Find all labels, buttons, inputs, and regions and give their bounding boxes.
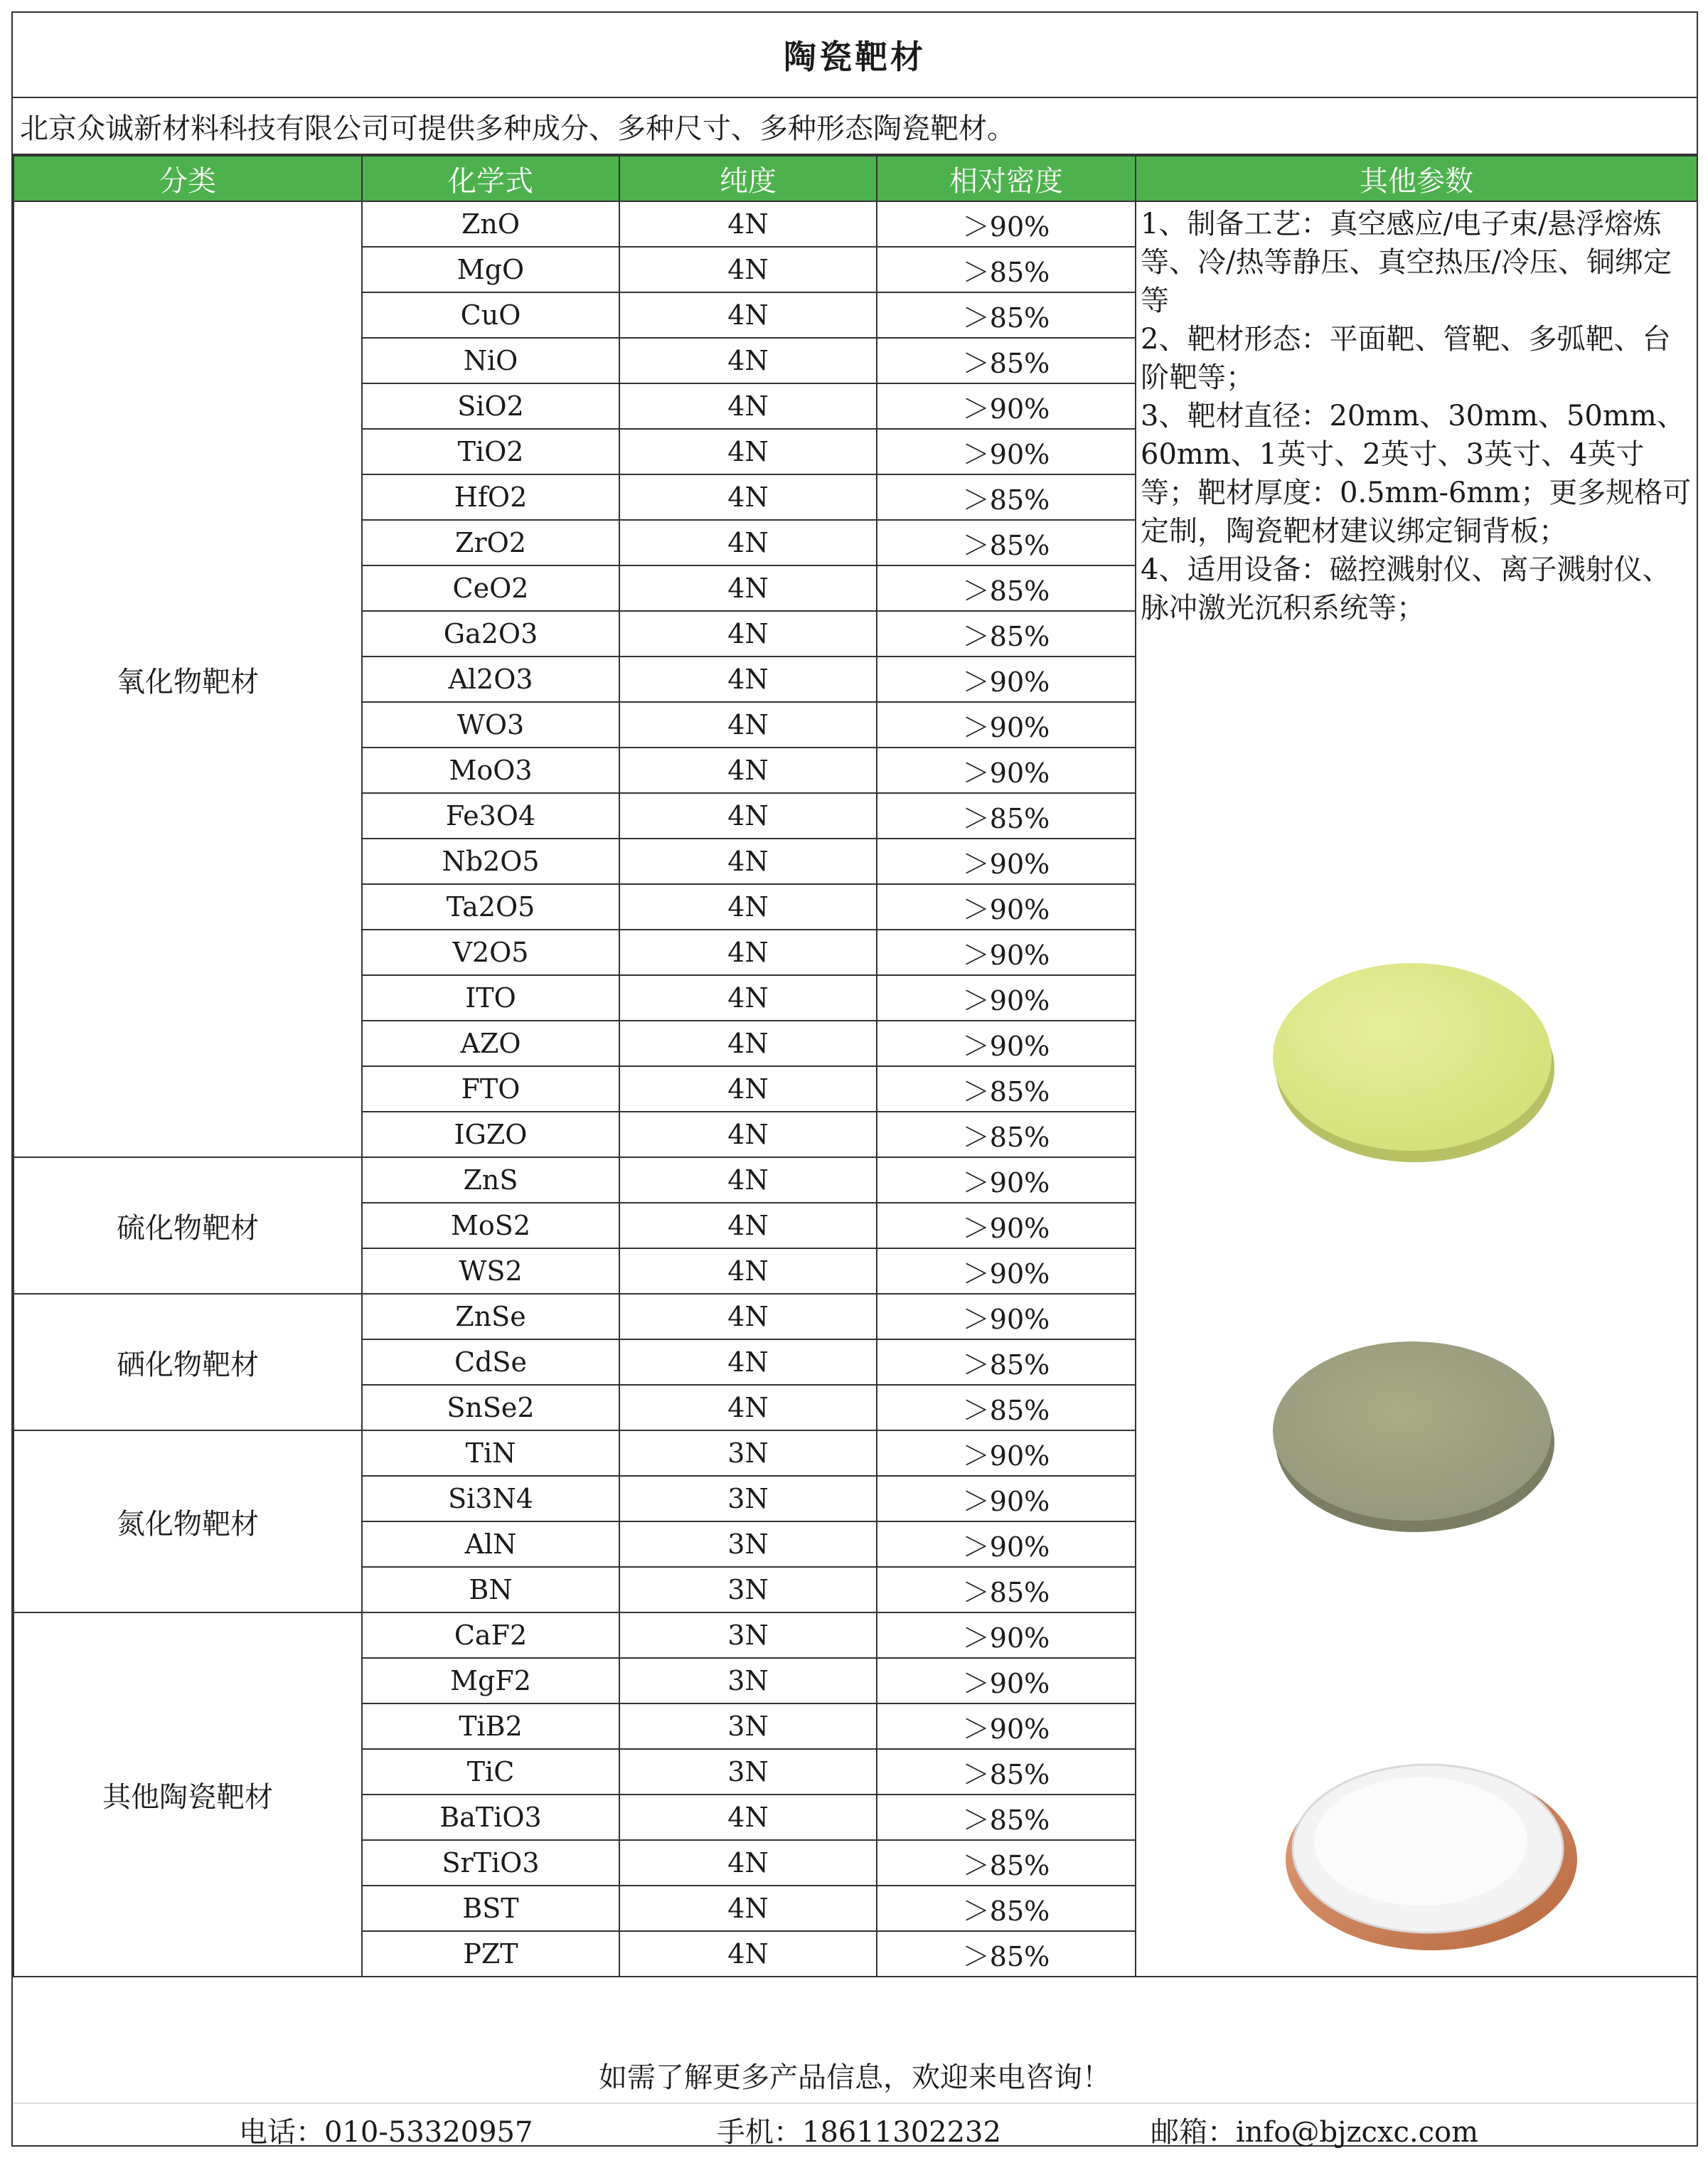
density-cell: ＞90%	[877, 975, 1136, 1021]
density-cell: ＞90%	[877, 1248, 1136, 1294]
footer-message: 如需了解更多产品信息，欢迎来电咨询！	[13, 2047, 1697, 2104]
density-cell: ＞90%	[877, 748, 1136, 793]
density-cell: ＞85%	[877, 292, 1136, 338]
category-cell: 硒化物靶材	[14, 1294, 362, 1430]
formula-cell: SnSe2	[362, 1385, 619, 1430]
density-cell: ＞90%	[877, 1521, 1136, 1567]
purity-cell: 4N	[619, 1112, 877, 1157]
purity-cell: 4N	[619, 1931, 877, 1977]
category-cell: 氮化物靶材	[14, 1430, 362, 1612]
formula-cell: CeO2	[362, 565, 619, 611]
purity-cell: 4N	[619, 201, 877, 247]
formula-cell: MgO	[362, 247, 619, 292]
table-row	[14, 201, 1697, 247]
header-purity: 纯度	[619, 156, 877, 201]
purity-cell: 4N	[619, 839, 877, 884]
page-title: 陶瓷靶材	[13, 13, 1697, 98]
purity-cell: 4N	[619, 884, 877, 930]
purity-cell: 4N	[619, 657, 877, 702]
formula-cell: AlN	[362, 1521, 619, 1567]
density-cell: ＞85%	[877, 793, 1136, 839]
product-table	[13, 155, 1698, 1977]
density-cell: ＞85%	[877, 1066, 1136, 1112]
formula-cell: MoS2	[362, 1203, 619, 1248]
purity-cell: 4N	[619, 1795, 877, 1840]
density-cell: ＞85%	[877, 1931, 1136, 1977]
density-cell: ＞90%	[877, 1476, 1136, 1521]
purity-cell: 4N	[619, 429, 877, 474]
header-category: 分类	[14, 156, 362, 201]
purity-cell: 4N	[619, 975, 877, 1021]
formula-cell: WS2	[362, 1248, 619, 1294]
formula-cell: TiO2	[362, 429, 619, 474]
density-cell: ＞90%	[877, 1157, 1136, 1203]
density-cell: ＞85%	[877, 474, 1136, 520]
header-params: 其他参数	[1136, 156, 1697, 201]
formula-cell: NiO	[362, 338, 619, 383]
density-cell: ＞90%	[877, 839, 1136, 884]
purity-cell: 4N	[619, 1294, 877, 1339]
params-cell	[1136, 201, 1697, 1977]
formula-cell: TiC	[362, 1749, 619, 1795]
purity-cell: 4N	[619, 1066, 877, 1112]
purity-cell: 4N	[619, 611, 877, 657]
purity-cell: 3N	[619, 1658, 877, 1703]
header-formula: 化学式	[362, 156, 619, 201]
category-cell: 硫化物靶材	[14, 1157, 362, 1294]
density-cell: ＞85%	[877, 1749, 1136, 1795]
purity-cell: 4N	[619, 1886, 877, 1931]
purity-cell: 3N	[619, 1476, 877, 1521]
density-cell: ＞85%	[877, 611, 1136, 657]
formula-cell: Nb2O5	[362, 839, 619, 884]
purity-cell: 3N	[619, 1612, 877, 1658]
formula-cell: ITO	[362, 975, 619, 1021]
density-cell: ＞85%	[877, 1567, 1136, 1612]
bonded-target-image	[1279, 1745, 1584, 1959]
density-cell: ＞90%	[877, 201, 1136, 247]
purity-cell: 4N	[619, 292, 877, 338]
formula-cell: AZO	[362, 1021, 619, 1066]
formula-cell: MoO3	[362, 748, 619, 793]
formula-cell: CdSe	[362, 1339, 619, 1385]
purity-cell: 4N	[619, 702, 877, 748]
purity-cell: 4N	[619, 793, 877, 839]
formula-cell: V2O5	[362, 930, 619, 975]
purity-cell: 3N	[619, 1749, 877, 1795]
formula-cell: CuO	[362, 292, 619, 338]
density-cell: ＞90%	[877, 1612, 1136, 1658]
density-cell: ＞85%	[877, 247, 1136, 292]
header-density: 相对密度	[877, 156, 1136, 201]
formula-cell: MgF2	[362, 1658, 619, 1703]
formula-cell: Fe3O4	[362, 793, 619, 839]
formula-cell: WO3	[362, 702, 619, 748]
density-cell: ＞85%	[877, 1339, 1136, 1385]
formula-cell: TiB2	[362, 1703, 619, 1749]
category-cell: 氧化物靶材	[14, 201, 362, 1157]
intro-text: 北京众诚新材料科技有限公司可提供多种成分、多种尺寸、多种形态陶瓷靶材。	[13, 98, 1697, 155]
param-item: 2、靶材形态：平面靶、管靶、多弧靶、台阶靶等；	[1141, 323, 1671, 394]
density-cell: ＞90%	[877, 383, 1136, 429]
formula-cell: BaTiO3	[362, 1795, 619, 1840]
density-cell: ＞90%	[877, 884, 1136, 930]
product-images	[1136, 743, 1697, 1667]
footer-email: 邮箱：info@bjzcxc.com	[1151, 2116, 1479, 2149]
purity-cell: 3N	[619, 1430, 877, 1476]
density-cell: ＞85%	[877, 338, 1136, 383]
density-cell: ＞90%	[877, 1658, 1136, 1703]
footer-mobile: 手机：18611302232	[717, 2116, 1001, 2149]
table-header-row	[14, 156, 1697, 201]
density-cell: ＞85%	[877, 1886, 1136, 1931]
purity-cell: 4N	[619, 1385, 877, 1430]
density-cell: ＞90%	[877, 1021, 1136, 1066]
formula-cell: Ga2O3	[362, 611, 619, 657]
category-cell: 其他陶瓷靶材	[14, 1612, 362, 1977]
purity-cell: 4N	[619, 1203, 877, 1248]
density-cell: ＞85%	[877, 565, 1136, 611]
yellow-target-image	[1264, 949, 1563, 1169]
formula-cell: HfO2	[362, 474, 619, 520]
density-cell: ＞90%	[877, 1430, 1136, 1476]
formula-cell: SrTiO3	[362, 1840, 619, 1886]
params-list	[1136, 202, 1697, 627]
formula-cell: Ta2O5	[362, 884, 619, 930]
table-body	[14, 201, 1697, 1977]
density-cell: ＞85%	[877, 1795, 1136, 1840]
formula-cell: TiN	[362, 1430, 619, 1476]
purity-cell: 4N	[619, 383, 877, 429]
purity-cell: 4N	[619, 930, 877, 975]
purity-cell: 4N	[619, 1021, 877, 1066]
purity-cell: 3N	[619, 1567, 877, 1612]
formula-cell: ZnSe	[362, 1294, 619, 1339]
purity-cell: 4N	[619, 1339, 877, 1385]
density-cell: ＞90%	[877, 657, 1136, 702]
purity-cell: 3N	[619, 1521, 877, 1567]
purity-cell: 4N	[619, 565, 877, 611]
gray-target-image	[1264, 1326, 1563, 1539]
formula-cell: IGZO	[362, 1112, 619, 1157]
density-cell: ＞90%	[877, 702, 1136, 748]
param-item: 3、靶材直径：20mm、30mm、50mm、60mm、1英寸、2英寸、3英寸、4英寸等；靶材厚度：0.5mm-6mm；更多规格可定制，陶瓷靶材建议绑定铜背板；	[1141, 400, 1692, 548]
density-cell: ＞90%	[877, 930, 1136, 975]
purity-cell: 3N	[619, 1703, 877, 1749]
purity-cell: 4N	[619, 247, 877, 292]
purity-cell: 4N	[619, 520, 877, 565]
formula-cell: BST	[362, 1886, 619, 1931]
formula-cell: FTO	[362, 1066, 619, 1112]
density-cell: ＞90%	[877, 429, 1136, 474]
formula-cell: CaF2	[362, 1612, 619, 1658]
param-item: 1、制备工艺：真空感应/电子束/悬浮熔炼等、冷/热等静压、真空热压/冷压、铜绑定等	[1141, 208, 1672, 317]
density-cell: ＞85%	[877, 1112, 1136, 1157]
density-cell: ＞90%	[877, 1294, 1136, 1339]
purity-cell: 4N	[619, 1157, 877, 1203]
formula-cell: Al2O3	[362, 657, 619, 702]
density-cell: ＞85%	[877, 1840, 1136, 1886]
param-item: 4、适用设备：磁控溅射仪、离子溅射仪、脉冲激光沉积系统等；	[1141, 553, 1671, 624]
formula-cell: ZnS	[362, 1157, 619, 1203]
formula-cell: SiO2	[362, 383, 619, 429]
formula-cell: PZT	[362, 1931, 619, 1977]
purity-cell: 4N	[619, 748, 877, 793]
formula-cell: ZnO	[362, 201, 619, 247]
purity-cell: 4N	[619, 1248, 877, 1294]
density-cell: ＞90%	[877, 1203, 1136, 1248]
formula-cell: Si3N4	[362, 1476, 619, 1521]
purity-cell: 4N	[619, 338, 877, 383]
density-cell: ＞90%	[877, 1703, 1136, 1749]
product-sheet	[11, 11, 1698, 2147]
density-cell: ＞85%	[877, 1385, 1136, 1430]
footer-contacts	[13, 2104, 1697, 2147]
density-cell: ＞85%	[877, 520, 1136, 565]
purity-cell: 4N	[619, 1840, 877, 1886]
formula-cell: BN	[362, 1567, 619, 1612]
footer-phone: 电话：010-53320957	[239, 2116, 533, 2149]
purity-cell: 4N	[619, 474, 877, 520]
formula-cell: ZrO2	[362, 520, 619, 565]
